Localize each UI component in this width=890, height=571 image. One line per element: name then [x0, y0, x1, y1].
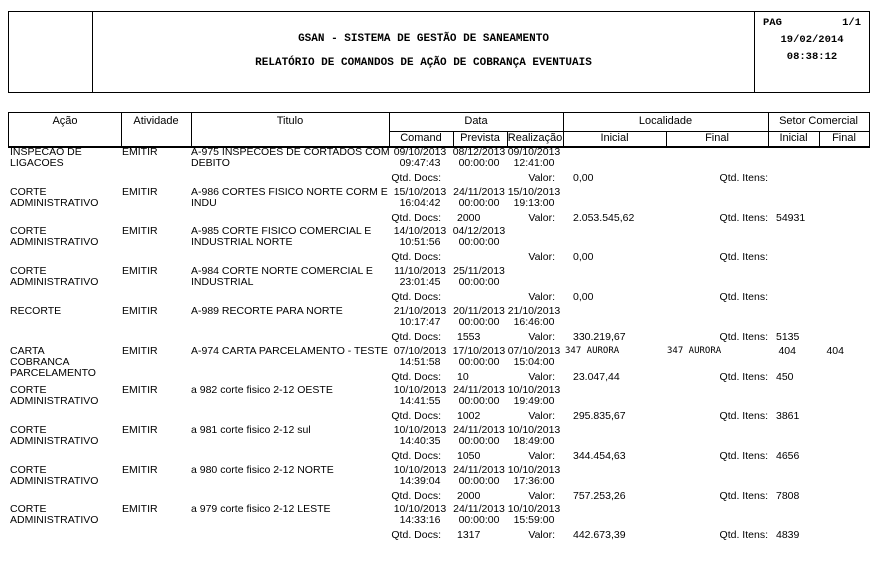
- prevista-date: 25/11/2013: [453, 265, 505, 277]
- valor-label: Valor:: [528, 172, 555, 184]
- qtd-itens-label: Qtd. Itens:: [719, 490, 768, 502]
- realizacao-date: 10/10/2013: [507, 464, 561, 476]
- qtd-docs-label: Qtd. Docs:: [391, 172, 441, 184]
- row-atividade: EMITIR: [122, 503, 158, 515]
- comando-time: 16:04:42: [399, 197, 441, 209]
- row-data-prevista: [452, 385, 506, 407]
- row-titulo: A-984 CORTE NORTE COMERCIAL E INDUSTRIAL: [191, 265, 373, 288]
- report-time: 08:38:12: [786, 51, 838, 63]
- prevista-time: 00:00:00: [458, 316, 500, 328]
- row-data-realizacao: [506, 306, 562, 328]
- col-header-localidade-inicial: Inicial: [600, 132, 629, 144]
- prevista-time: 00:00:00: [458, 514, 500, 526]
- valor-label: Valor:: [528, 291, 555, 303]
- prevista-date: 17/10/2013: [452, 345, 506, 357]
- qtd-docs-label: Qtd. Docs:: [391, 251, 441, 263]
- qtd-itens-label: Qtd. Itens:: [719, 410, 768, 422]
- row-totals-line: [0, 252, 890, 264]
- comando-date: 10/10/2013: [393, 503, 447, 515]
- prevista-time: 00:00:00: [458, 157, 500, 169]
- row-atividade: EMITIR: [122, 146, 158, 158]
- qtd-docs-label: Qtd. Docs:: [391, 529, 441, 541]
- qtd-docs-label: Qtd. Docs:: [391, 450, 441, 462]
- realizacao-date: 10/10/2013: [507, 503, 561, 515]
- row-setor-final: 404: [826, 345, 844, 357]
- valor-label: Valor:: [528, 251, 555, 263]
- realizacao-date: 15/10/2013: [507, 186, 561, 198]
- row-titulo: A-986 CORTES FISICO NORTE CORM E INDU: [191, 186, 388, 209]
- row-data-prevista: [452, 266, 506, 288]
- valor-value: 0,00: [573, 291, 594, 303]
- prevista-time: 00:00:00: [458, 276, 500, 288]
- row-data-prevista: [452, 306, 506, 328]
- valor-value: 442.673,39: [573, 529, 626, 541]
- valor-label: Valor:: [528, 331, 555, 343]
- table-row: [0, 226, 890, 265]
- qtd-itens-value: 3861: [776, 410, 800, 422]
- realizacao-time: 15:04:00: [513, 356, 555, 368]
- col-header-atividade: Atividade: [133, 115, 179, 127]
- comando-date: 21/10/2013: [393, 305, 447, 317]
- col-header-localidade-final: Final: [705, 132, 729, 144]
- col-header-setor-final: Final: [832, 132, 856, 144]
- prevista-time: 00:00:00: [458, 395, 500, 407]
- qtd-itens-value: 5135: [776, 331, 800, 343]
- prevista-date: 24/11/2013: [453, 503, 505, 515]
- row-data-realizacao: [506, 385, 562, 407]
- comando-date: 10/10/2013: [393, 424, 447, 436]
- row-data-comando: [388, 504, 452, 526]
- realizacao-date: 09/10/2013: [507, 146, 561, 158]
- qtd-itens-label: Qtd. Itens:: [719, 172, 768, 184]
- row-atividade: EMITIR: [122, 305, 158, 317]
- valor-value: 0,00: [573, 172, 594, 184]
- row-atividade: EMITIR: [122, 464, 158, 476]
- row-localidade-inicial: 347 AURORA: [565, 346, 620, 356]
- qtd-itens-label: Qtd. Itens:: [719, 371, 768, 383]
- row-totals-line: [0, 332, 890, 344]
- page-number: 1/1: [842, 17, 861, 29]
- qtd-docs-label: Qtd. Docs:: [391, 490, 441, 502]
- valor-label: Valor:: [528, 450, 555, 462]
- prevista-time: 00:00:00: [458, 197, 500, 209]
- comando-time: 14:33:16: [399, 514, 441, 526]
- qtd-docs-value: 2000: [457, 490, 481, 502]
- prevista-time: 00:00:00: [458, 435, 500, 447]
- comando-time: 14:41:55: [399, 395, 441, 407]
- valor-value: 2.053.545,62: [573, 212, 635, 224]
- prevista-time: 00:00:00: [458, 475, 500, 487]
- col-header-prevista: Prevista: [460, 132, 500, 144]
- row-data-prevista: [452, 187, 506, 209]
- prevista-date: 24/11/2013: [453, 186, 505, 198]
- table-row: [0, 147, 890, 186]
- comando-time: 14:40:35: [399, 435, 441, 447]
- table-row: [0, 306, 890, 345]
- col-group-localidade: Localidade: [638, 115, 693, 127]
- qtd-itens-label: Qtd. Itens:: [719, 450, 768, 462]
- qtd-itens-value: 4839: [776, 529, 800, 541]
- row-data-prevista: [452, 147, 506, 169]
- row-acao: CORTE ADMINISTRATIVO: [10, 384, 99, 407]
- valor-label: Valor:: [528, 490, 555, 502]
- qtd-itens-label: Qtd. Itens:: [719, 251, 768, 263]
- valor-label: Valor:: [528, 212, 555, 224]
- row-data-comando: [388, 346, 452, 368]
- realizacao-time: 12:41:00: [513, 157, 555, 169]
- qtd-docs-label: Qtd. Docs:: [391, 331, 441, 343]
- col-header-comando: Comand: [400, 132, 442, 144]
- table-row: [0, 504, 890, 543]
- system-title: GSAN - SISTEMA DE GESTÃO DE SANEAMENTO: [298, 33, 549, 45]
- table-row: [0, 266, 890, 305]
- valor-label: Valor:: [528, 529, 555, 541]
- qtd-docs-label: Qtd. Docs:: [391, 410, 441, 422]
- row-totals-line: [0, 372, 890, 384]
- realizacao-time: 19:13:00: [513, 197, 555, 209]
- row-setor-inicial: 404: [778, 345, 796, 357]
- valor-label: Valor:: [528, 371, 555, 383]
- row-acao: CORTE ADMINISTRATIVO: [10, 265, 99, 288]
- report-title: RELATÓRIO DE COMANDOS DE AÇÃO DE COBRANÇA EVENTUAIS: [255, 57, 592, 69]
- prevista-date: 24/11/2013: [453, 384, 505, 396]
- row-atividade: EMITIR: [122, 424, 158, 436]
- row-data-comando: [388, 226, 452, 248]
- col-header-setor-inicial: Inicial: [779, 132, 808, 144]
- valor-value: 757.253,26: [573, 490, 626, 502]
- qtd-itens-label: Qtd. Itens:: [719, 291, 768, 303]
- row-data-comando: [388, 147, 452, 169]
- row-acao: CORTE ADMINISTRATIVO: [10, 464, 99, 487]
- comando-time: 14:39:04: [399, 475, 441, 487]
- report-date: 19/02/2014: [780, 34, 844, 46]
- comando-date: 09/10/2013: [393, 146, 447, 158]
- realizacao-date: 10/10/2013: [507, 384, 561, 396]
- prevista-date: 20/11/2013: [453, 305, 505, 317]
- realizacao-time: 16:46:00: [513, 316, 555, 328]
- valor-value: 330.219,67: [573, 331, 626, 343]
- row-data-realizacao: [506, 425, 562, 447]
- row-acao: CORTE ADMINISTRATIVO: [10, 225, 99, 248]
- realizacao-date: 10/10/2013: [507, 424, 561, 436]
- row-atividade: EMITIR: [122, 384, 158, 396]
- row-data-realizacao: [506, 465, 562, 487]
- qtd-itens-value: 450: [776, 371, 794, 383]
- comando-time: 10:51:56: [399, 236, 441, 248]
- row-totals-line: [0, 292, 890, 304]
- row-data-comando: [388, 306, 452, 328]
- qtd-docs-value: 1050: [457, 450, 481, 462]
- row-acao: CORTE ADMINISTRATIVO: [10, 424, 99, 447]
- row-titulo: a 979 corte fisico 2-12 LESTE: [191, 503, 331, 515]
- prevista-date: 04/12/2013: [452, 225, 506, 237]
- comando-date: 10/10/2013: [393, 464, 447, 476]
- qtd-docs-value: 1553: [457, 331, 481, 343]
- row-data-prevista: [452, 425, 506, 447]
- col-header-acao: Ação: [52, 115, 78, 127]
- comando-date: 10/10/2013: [393, 384, 447, 396]
- comando-date: 14/10/2013: [393, 225, 447, 237]
- qtd-docs-label: Qtd. Docs:: [391, 291, 441, 303]
- row-data-prevista: [452, 226, 506, 248]
- qtd-docs-value: 1002: [457, 410, 481, 422]
- col-group-setor-comercial: Setor Comercial: [779, 115, 858, 127]
- prevista-time: 00:00:00: [458, 356, 500, 368]
- table-row: [0, 187, 890, 226]
- row-data-realizacao: [506, 504, 562, 526]
- row-titulo: A-974 CARTA PARCELAMENTO - TESTE: [191, 345, 388, 357]
- table-row: [0, 346, 890, 385]
- row-titulo: A-989 RECORTE PARA NORTE: [191, 305, 343, 317]
- realizacao-time: 15:59:00: [513, 514, 555, 526]
- col-header-titulo: Titulo: [276, 115, 304, 127]
- row-data-realizacao: [506, 346, 562, 368]
- row-titulo: a 980 corte fisico 2-12 NORTE: [191, 464, 334, 476]
- row-data-realizacao: [506, 187, 562, 209]
- prevista-date: 24/11/2013: [453, 424, 505, 436]
- qtd-itens-value: 54931: [776, 212, 806, 224]
- row-acao: INSPECAO DE LIGACOES: [10, 146, 82, 169]
- qtd-itens-value: 4656: [776, 450, 800, 462]
- valor-value: 295.835,67: [573, 410, 626, 422]
- valor-label: Valor:: [528, 410, 555, 422]
- realizacao-date: 21/10/2013: [507, 305, 561, 317]
- valor-value: 23.047,44: [573, 371, 620, 383]
- row-acao: CORTE ADMINISTRATIVO: [10, 503, 99, 526]
- comando-date: 15/10/2013: [393, 186, 447, 198]
- qtd-itens-label: Qtd. Itens:: [719, 331, 768, 343]
- row-data-comando: [388, 465, 452, 487]
- row-atividade: EMITIR: [122, 265, 158, 277]
- prevista-date: 08/12/2013: [452, 146, 506, 158]
- realizacao-time: 18:49:00: [513, 435, 555, 447]
- row-totals-line: [0, 213, 890, 225]
- row-data-prevista: [452, 465, 506, 487]
- row-atividade: EMITIR: [122, 225, 158, 237]
- comando-date: 07/10/2013: [393, 345, 447, 357]
- row-acao: CORTE ADMINISTRATIVO: [10, 186, 99, 209]
- table-row: [0, 385, 890, 424]
- row-data-comando: [388, 425, 452, 447]
- row-titulo: a 981 corte fisico 2-12 sul: [191, 424, 311, 436]
- row-data-prevista: [452, 346, 506, 368]
- prevista-date: 24/11/2013: [453, 464, 505, 476]
- qtd-docs-label: Qtd. Docs:: [391, 212, 441, 224]
- valor-value: 344.454,63: [573, 450, 626, 462]
- qtd-itens-value: 7808: [776, 490, 800, 502]
- comando-time: 09:47:43: [399, 157, 441, 169]
- qtd-docs-value: 10: [457, 371, 469, 383]
- row-titulo: A-975 INSPECOES DE CORTADOS COM DEBITO: [191, 146, 390, 169]
- row-totals-line: [0, 451, 890, 463]
- row-titulo: A-985 CORTE FISICO COMERCIAL E INDUSTRIAL NORTE: [191, 225, 372, 248]
- qtd-itens-label: Qtd. Itens:: [719, 212, 768, 224]
- row-data-comando: [388, 385, 452, 407]
- comando-time: 14:51:58: [399, 356, 441, 368]
- row-totals-line: [0, 173, 890, 185]
- realizacao-date: 07/10/2013: [507, 345, 561, 357]
- row-data-comando: [388, 266, 452, 288]
- realizacao-time: 19:49:00: [513, 395, 555, 407]
- row-totals-line: [0, 411, 890, 423]
- row-atividade: EMITIR: [122, 186, 158, 198]
- row-atividade: EMITIR: [122, 345, 158, 357]
- realizacao-time: 17:36:00: [513, 475, 555, 487]
- qtd-docs-value: 1317: [457, 529, 481, 541]
- row-data-prevista: [452, 504, 506, 526]
- qtd-docs-label: Qtd. Docs:: [391, 371, 441, 383]
- table-row: [0, 465, 890, 504]
- row-totals-line: [0, 491, 890, 503]
- row-totals-line: [0, 530, 890, 542]
- row-data-realizacao: [506, 147, 562, 169]
- row-titulo: a 982 corte fisico 2-12 OESTE: [191, 384, 333, 396]
- comando-time: 10:17:47: [399, 316, 441, 328]
- table-row: [0, 425, 890, 464]
- prevista-time: 00:00:00: [458, 236, 500, 248]
- page-label: PAG: [763, 17, 782, 29]
- qtd-docs-value: 2000: [457, 212, 481, 224]
- valor-value: 0,00: [573, 251, 594, 263]
- comando-date: 11/10/2013: [394, 265, 446, 277]
- row-acao: RECORTE: [10, 305, 62, 317]
- row-localidade-final: 347 AURORA: [667, 346, 722, 356]
- row-data-comando: [388, 187, 452, 209]
- comando-time: 23:01:45: [399, 276, 441, 288]
- row-acao: CARTA COBRANCA PARCELAMENTO: [10, 345, 96, 379]
- col-group-data: Data: [464, 115, 488, 127]
- qtd-itens-label: Qtd. Itens:: [719, 529, 768, 541]
- col-header-realizacao: Realização: [507, 132, 563, 144]
